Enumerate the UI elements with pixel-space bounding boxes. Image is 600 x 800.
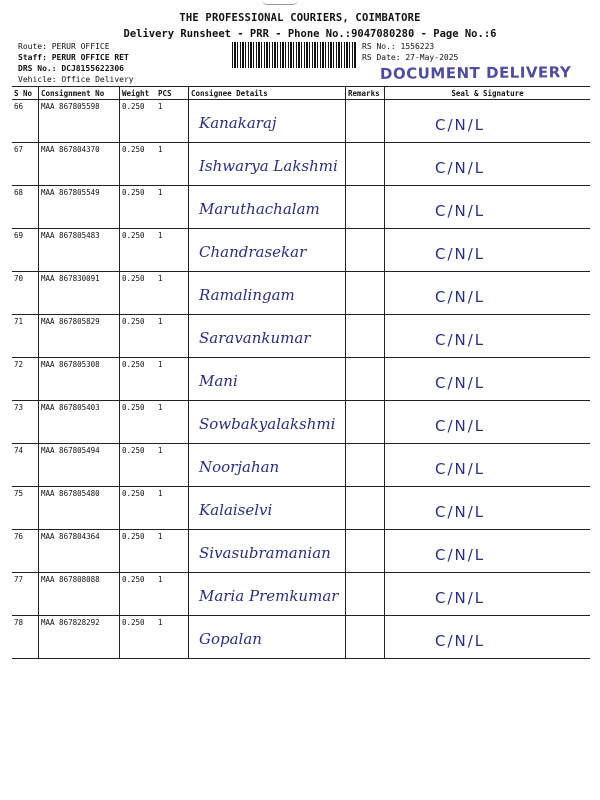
pcs-cell: 1 <box>156 143 189 186</box>
sno-cell: 74 <box>12 444 39 487</box>
remarks-cell <box>346 143 385 186</box>
table-row <box>12 487 590 530</box>
handwritten-consignee: Noorjahan <box>199 458 280 476</box>
pcs-cell: 1 <box>156 444 189 487</box>
col-consignee: Consignee Details <box>189 87 346 100</box>
table-header-row <box>12 87 590 100</box>
table-row <box>12 616 590 659</box>
seal-cell <box>385 444 591 487</box>
handwritten-signature: C/N/L <box>435 503 486 521</box>
remarks-cell <box>346 444 385 487</box>
remarks-cell <box>346 229 385 272</box>
weight-cell: 0.250 <box>120 616 157 659</box>
handwritten-signature: C/N/L <box>435 245 486 263</box>
consignee-cell <box>189 229 346 272</box>
sno-cell: 77 <box>12 573 39 616</box>
consignee-cell <box>189 573 346 616</box>
route-label: Route: PERUR OFFICE <box>18 42 110 51</box>
seal-cell <box>385 358 591 401</box>
runsheet-table <box>12 86 590 659</box>
seal-cell <box>385 530 591 573</box>
handwritten-signature: C/N/L <box>435 632 486 650</box>
consignment-cell: MAA 867830091 <box>39 272 120 315</box>
drs-label: DRS No.: DCJ8155622306 <box>18 64 124 73</box>
remarks-cell <box>346 358 385 401</box>
consignment-cell: MAA 867805403 <box>39 401 120 444</box>
seal-cell <box>385 186 591 229</box>
pcs-cell: 1 <box>156 315 189 358</box>
seal-cell <box>385 315 591 358</box>
pcs-cell: 1 <box>156 616 189 659</box>
table-row <box>12 401 590 444</box>
col-pcs: PCS <box>156 87 189 100</box>
handwritten-consignee: Saravankumar <box>199 329 311 347</box>
consignment-cell: MAA 867804370 <box>39 143 120 186</box>
pcs-cell: 1 <box>156 186 189 229</box>
consignee-cell <box>189 315 346 358</box>
table-row <box>12 444 590 487</box>
runsheet-meta-right <box>362 41 458 63</box>
weight-cell: 0.250 <box>120 186 157 229</box>
seal-cell <box>385 487 591 530</box>
consignee-cell <box>189 272 346 315</box>
handwritten-consignee: Ramalingam <box>199 286 295 304</box>
weight-cell: 0.250 <box>120 573 157 616</box>
handwritten-signature: C/N/L <box>435 331 486 349</box>
staff-label: Staff: PERUR OFFICE RET <box>18 53 129 62</box>
handwritten-consignee: Ishwarya Lakshmi <box>199 157 338 175</box>
rs-date: RS Date: 27-May-2025 <box>362 53 459 62</box>
handwritten-signature: C/N/L <box>435 417 486 435</box>
runsheet-meta-left <box>18 41 134 85</box>
sno-cell: 76 <box>12 530 39 573</box>
runsheet-subtitle: Delivery Runsheet - PRR - Phone No.:9047080280 - Page No.:6 <box>123 28 497 40</box>
consignment-cell: MAA 867808088 <box>39 573 120 616</box>
seal-cell <box>385 401 591 444</box>
handwritten-consignee: Sivasubramanian <box>199 544 331 562</box>
table-row <box>12 143 590 186</box>
consignment-cell: MAA 867804364 <box>39 530 120 573</box>
seal-cell <box>385 616 591 659</box>
pcs-cell: 1 <box>156 229 189 272</box>
table-row <box>12 530 590 573</box>
seal-cell <box>385 229 591 272</box>
handwritten-consignee: Sowbakyalakshmi <box>199 415 336 433</box>
consignee-cell <box>189 487 346 530</box>
remarks-cell <box>346 100 385 143</box>
weight-cell: 0.250 <box>120 358 157 401</box>
document-delivery-stamp: DOCUMENT DELIVERY <box>379 63 572 83</box>
sno-cell: 67 <box>12 143 39 186</box>
consignee-cell <box>189 143 346 186</box>
weight-cell: 0.250 <box>120 487 157 530</box>
table-row <box>12 186 590 229</box>
handwritten-signature: C/N/L <box>435 374 486 392</box>
pcs-cell: 1 <box>156 573 189 616</box>
consignee-cell <box>189 358 346 401</box>
sno-cell: 75 <box>12 487 39 530</box>
remarks-cell <box>346 616 385 659</box>
handwritten-signature: C/N/L <box>435 159 486 177</box>
weight-cell: 0.250 <box>120 315 157 358</box>
consignment-cell: MAA 867805308 <box>39 358 120 401</box>
pcs-cell: 1 <box>156 401 189 444</box>
consignment-cell: MAA 867805549 <box>39 186 120 229</box>
scan-mark <box>262 0 298 5</box>
weight-cell: 0.250 <box>120 100 157 143</box>
rs-number: RS No.: 1556223 <box>362 42 435 51</box>
handwritten-consignee: Mani <box>199 372 238 390</box>
pcs-cell: 1 <box>156 272 189 315</box>
sno-cell: 71 <box>12 315 39 358</box>
consignment-cell: MAA 867805480 <box>39 487 120 530</box>
handwritten-consignee: Maruthachalam <box>199 200 320 218</box>
sno-cell: 73 <box>12 401 39 444</box>
sno-cell: 66 <box>12 100 39 143</box>
consignee-cell <box>189 616 346 659</box>
barcode <box>232 42 356 68</box>
handwritten-consignee: Kanakaraj <box>199 114 277 132</box>
consignment-cell: MAA 867828292 <box>39 616 120 659</box>
table-row <box>12 229 590 272</box>
remarks-cell <box>346 272 385 315</box>
weight-cell: 0.250 <box>120 143 157 186</box>
pcs-cell: 1 <box>156 530 189 573</box>
consignee-cell <box>189 401 346 444</box>
company-title: THE PROFESSIONAL COURIERS, COIMBATORE <box>179 12 421 24</box>
handwritten-consignee: Gopalan <box>199 630 262 648</box>
handwritten-signature: C/N/L <box>435 589 486 607</box>
weight-cell: 0.250 <box>120 229 157 272</box>
remarks-cell <box>346 573 385 616</box>
col-remarks: Remarks <box>346 87 385 100</box>
weight-cell: 0.250 <box>120 401 157 444</box>
pcs-cell: 1 <box>156 358 189 401</box>
remarks-cell <box>346 487 385 530</box>
col-consignment: Consignment No <box>39 87 120 100</box>
remarks-cell <box>346 530 385 573</box>
vehicle-label: Vehicle: Office Delivery <box>18 75 134 84</box>
table-row <box>12 100 590 143</box>
consignment-cell: MAA 867805829 <box>39 315 120 358</box>
table-row <box>12 573 590 616</box>
consignee-cell <box>189 100 346 143</box>
handwritten-signature: C/N/L <box>435 202 486 220</box>
handwritten-signature: C/N/L <box>435 546 486 564</box>
pcs-cell: 1 <box>156 100 189 143</box>
pcs-cell: 1 <box>156 487 189 530</box>
sno-cell: 72 <box>12 358 39 401</box>
sno-cell: 68 <box>12 186 39 229</box>
table-row <box>12 358 590 401</box>
remarks-cell <box>346 401 385 444</box>
col-sno: S No <box>12 87 39 100</box>
seal-cell <box>385 143 591 186</box>
table-row <box>12 315 590 358</box>
weight-cell: 0.250 <box>120 530 157 573</box>
handwritten-signature: C/N/L <box>435 460 486 478</box>
consignment-cell: MAA 867805598 <box>39 100 120 143</box>
consignee-cell <box>189 530 346 573</box>
col-weight: Weight <box>120 87 157 100</box>
sno-cell: 78 <box>12 616 39 659</box>
consignee-cell <box>189 186 346 229</box>
handwritten-consignee: Maria Premkumar <box>199 587 339 605</box>
seal-cell <box>385 100 591 143</box>
col-seal: Seal & Signature <box>385 87 591 100</box>
table-row <box>12 272 590 315</box>
handwritten-signature: C/N/L <box>435 288 486 306</box>
seal-cell <box>385 573 591 616</box>
consignee-cell <box>189 444 346 487</box>
seal-cell <box>385 272 591 315</box>
sno-cell: 70 <box>12 272 39 315</box>
remarks-cell <box>346 315 385 358</box>
consignment-cell: MAA 867805494 <box>39 444 120 487</box>
weight-cell: 0.250 <box>120 272 157 315</box>
handwritten-consignee: Chandrasekar <box>199 243 307 261</box>
consignment-cell: MAA 867805483 <box>39 229 120 272</box>
sno-cell: 69 <box>12 229 39 272</box>
handwritten-consignee: Kalaiselvi <box>199 501 273 519</box>
handwritten-signature: C/N/L <box>435 116 486 134</box>
weight-cell: 0.250 <box>120 444 157 487</box>
remarks-cell <box>346 186 385 229</box>
